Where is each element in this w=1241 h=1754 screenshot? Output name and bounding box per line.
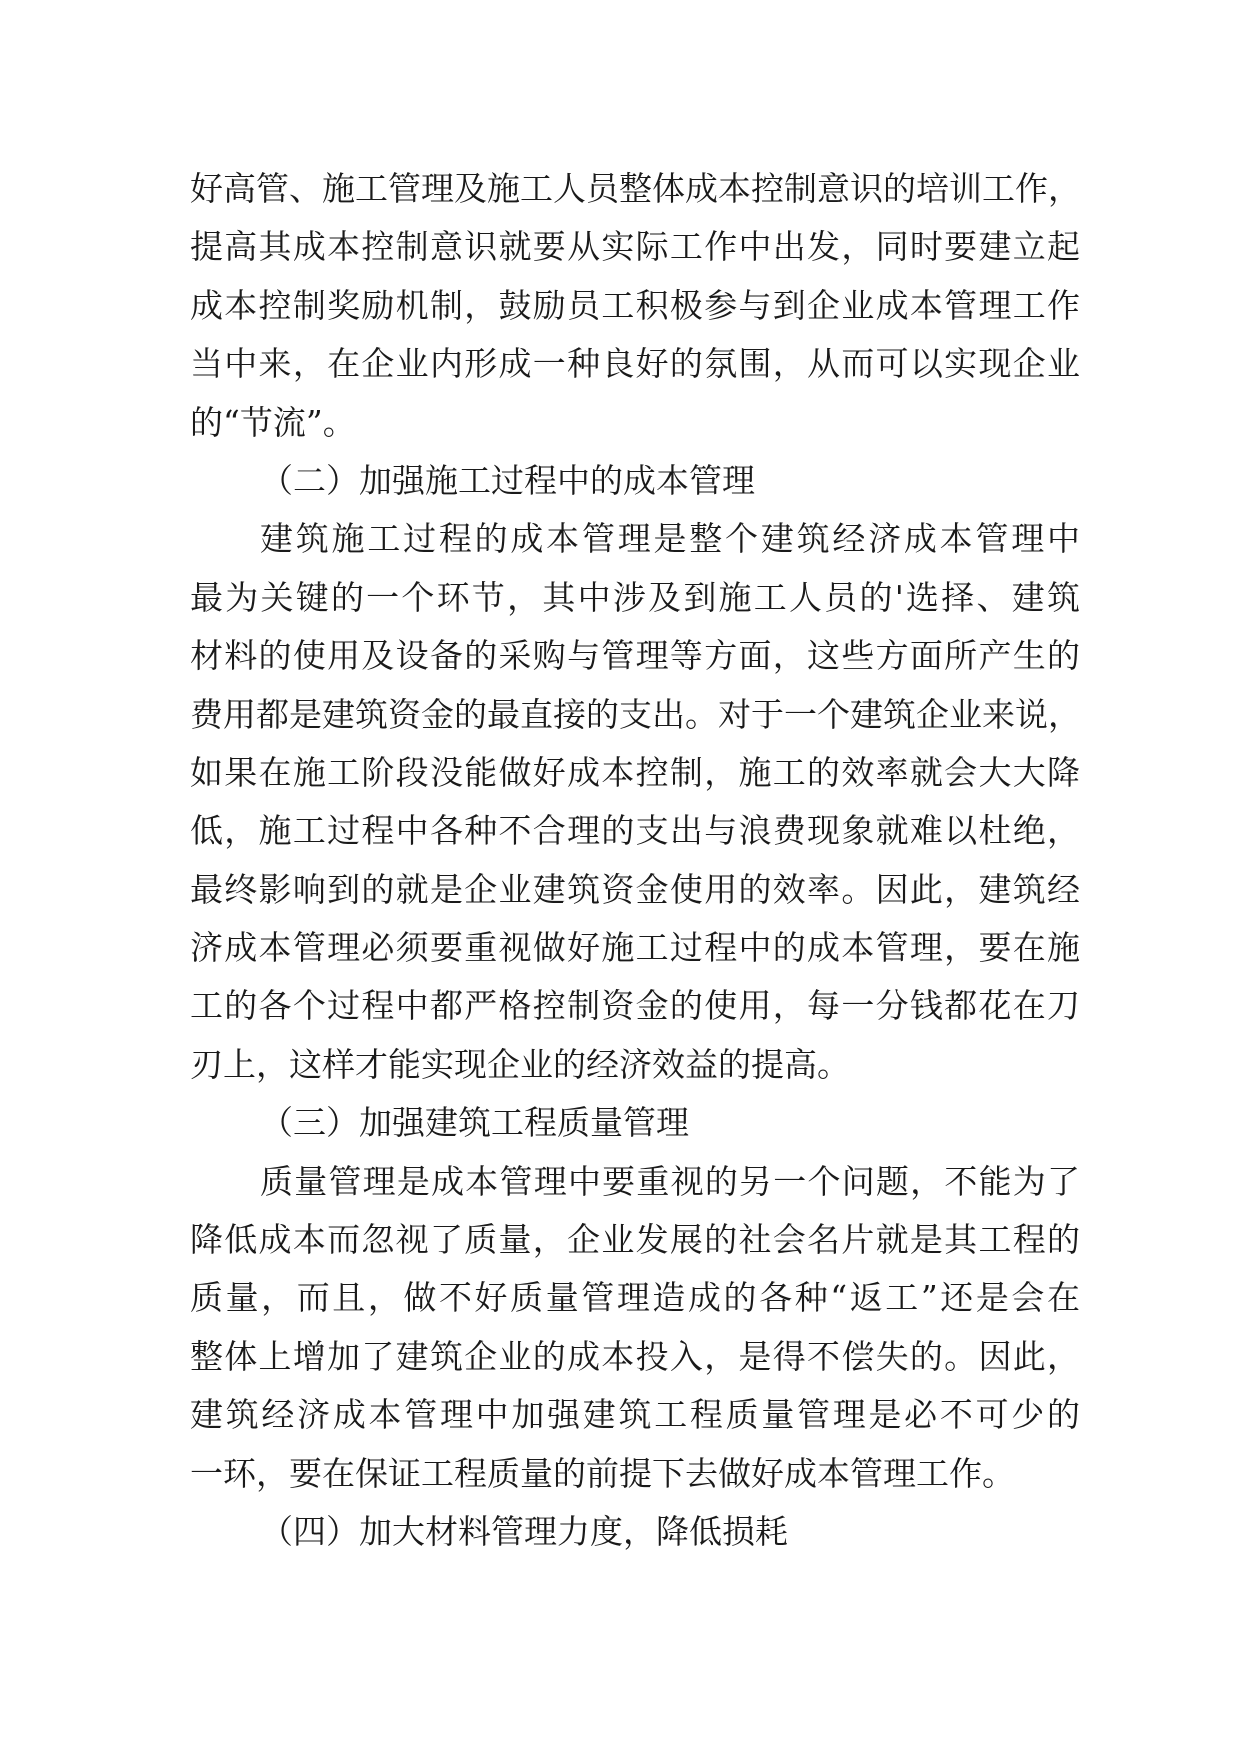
text-line: 建筑经济成本管理中加强建筑工程质量管理是必不可少的 [190,1395,1080,1435]
text-line: 最终影响到的就是企业建筑资金使用的效率。因此，建筑经 [190,869,1080,909]
section-heading: （二）加强施工过程中的成本管理 [260,460,755,500]
text-line: 当中来，在企业内形成一种良好的氛围，从而可以实现企业 [190,344,1080,384]
text-line: 刃上，这样才能实现企业的经济效益的提高。 [190,1044,850,1084]
text-line: 质量管理是成本管理中要重视的另一个问题，不能为了 [260,1161,1080,1201]
text-line: 提高其成本控制意识就要从实际工作中出发，同时要建立起 [190,227,1080,267]
body-text [190,160,1080,1561]
text-line: 整体上增加了建筑企业的成本投入，是得不偿失的。因此， [190,1336,1080,1376]
text-line: 济成本管理必须要重视做好施工过程中的成本管理，要在施 [190,928,1080,968]
text-line: 如果在施工阶段没能做好成本控制，施工的效率就会大大降 [190,752,1080,792]
text-line: 费用都是建筑资金的最直接的支出。对于一个建筑企业来说， [190,694,1081,734]
text-line: 降低成本而忽视了质量，企业发展的社会名片就是其工程的 [190,1220,1080,1260]
text-line: 最为关键的一个环节，其中涉及到施工人员的'选择、建筑 [190,577,1080,617]
text-line: 质量，而且，做不好质量管理造成的各种“返工”还是会在 [190,1278,1080,1318]
section-heading: （四）加大材料管理力度，降低损耗 [260,1511,788,1551]
text-line: 建筑施工过程的成本管理是整个建筑经济成本管理中 [260,519,1080,559]
text-line: 好高管、施工管理及施工人员整体成本控制意识的培训工作， [190,169,1081,208]
text-line: 材料的使用及设备的采购与管理等方面，这些方面所产生的 [190,636,1080,676]
text-line: 成本控制奖励机制，鼓励员工积极参与到企业成本管理工作 [190,285,1080,325]
section-heading: （三）加强建筑工程质量管理 [260,1103,689,1143]
text-line: 一环，要在保证工程质量的前提下去做好成本管理工作。 [190,1453,1015,1493]
text-line: 低，施工过程中各种不合理的支出与浪费现象就难以杜绝， [190,811,1080,851]
text-line: 工的各个过程中都严格控制资金的使用，每一分钱都花在刀 [190,986,1080,1026]
text-line: 的“节流”。 [190,402,356,442]
